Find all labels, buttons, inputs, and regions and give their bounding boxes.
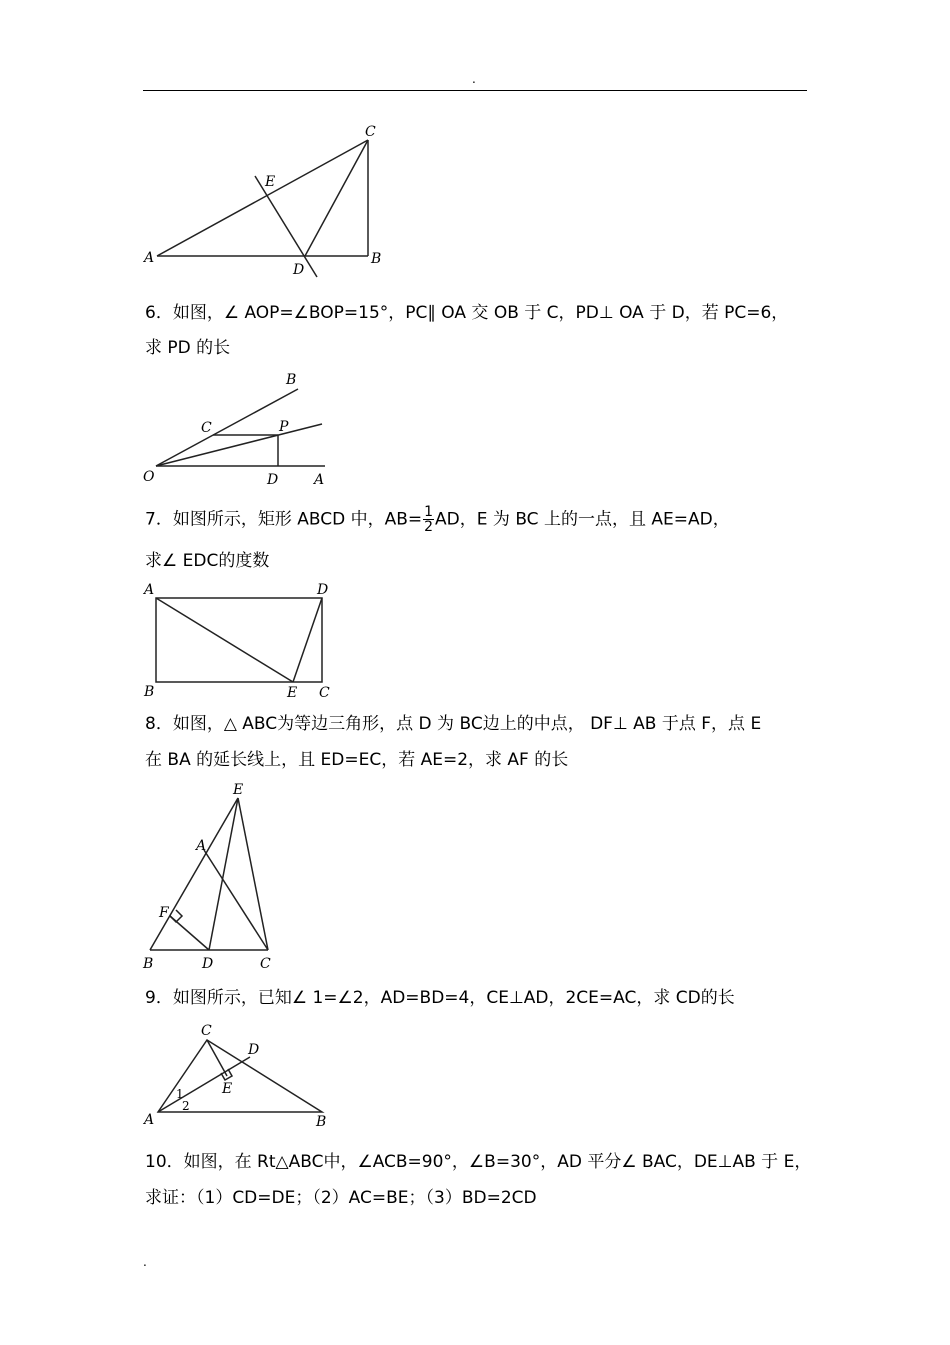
problem-7-text-post: AD，E 为 BC 上的一点，且 AE=AD，: [435, 509, 730, 530]
label-d: D: [293, 262, 305, 278]
segment-de: [293, 598, 322, 682]
ray-ob: [156, 389, 298, 466]
figure-problem-6: [140, 368, 340, 488]
problem-8-line-1: 8．如图，△ ABC为等边三角形，点 D 为 BC边上的中点， DF⊥ AB 于点 F，点 E: [145, 714, 762, 734]
label-e: E: [233, 782, 244, 798]
segment-be: [150, 798, 238, 950]
segment-ae: [156, 598, 293, 682]
figure-problem-5: [140, 120, 400, 280]
label-a: A: [144, 582, 155, 598]
figure-problem-9: [140, 1018, 340, 1133]
label-b: B: [286, 372, 297, 388]
label-a: A: [196, 838, 207, 854]
label-a: A: [144, 250, 155, 266]
label-b: B: [144, 684, 155, 700]
fraction-numerator: 1: [424, 504, 434, 520]
segment-ed: [209, 798, 238, 950]
fraction-one-half: [423, 505, 434, 534]
segment-ad: [158, 1057, 250, 1112]
label-c: C: [319, 685, 330, 701]
label-angle-2: 2: [182, 1099, 190, 1113]
label-b: B: [143, 956, 154, 972]
label-a: A: [144, 1112, 155, 1128]
problem-8-line-2: 在 BA 的延长线上，且 ED=EC，若 AE=2，求 AF 的长: [145, 750, 569, 770]
label-o: O: [143, 469, 155, 485]
problem-10-line-2: 求证：（1）CD=DE；（2）AC=BE；（3）BD=2CD: [145, 1188, 537, 1208]
label-d: D: [248, 1042, 260, 1058]
label-p: P: [279, 419, 289, 435]
perpendicular-bisector: [255, 176, 317, 277]
problem-10-line-1: 10．如图，在 Rt△ABC中，∠ACB=90°，∠B=30°，AD 平分∠ BAC，DE⊥AB 于 E，: [145, 1152, 812, 1172]
problem-9-line-1: 9．如图所示，已知∠ 1=∠2，AD=BD=4，CE⊥AD，2CE=AC，求 CD的长: [145, 988, 735, 1008]
label-a: A: [314, 472, 325, 488]
label-e: E: [287, 685, 298, 701]
ray-op: [156, 424, 322, 466]
label-c: C: [365, 124, 376, 140]
problem-7-text-pre: 7．如图所示，矩形 ABCD 中，AB=: [145, 509, 423, 530]
problem-6-line-2: 求 PD 的长: [145, 338, 231, 358]
label-d: D: [267, 472, 279, 488]
label-angle-1: 1: [176, 1087, 184, 1101]
header-rule: [143, 90, 807, 91]
footer-mark: .: [143, 1255, 147, 1269]
figure-problem-7: [140, 578, 340, 703]
figure-problem-8: [140, 780, 300, 975]
header-mark: .: [472, 72, 476, 86]
label-d: D: [202, 956, 214, 972]
label-f: F: [159, 905, 169, 921]
fraction-denominator: 2: [424, 519, 434, 535]
label-c: C: [260, 956, 271, 972]
problem-6-line-1: 6．如图，∠ AOP=∠BOP=15°，PC∥ OA 交 OB 于 C，PD⊥ OA 于 D，若 PC=6，: [145, 303, 789, 323]
problem-7-line-1: [145, 505, 730, 534]
label-e: E: [222, 1081, 233, 1097]
label-e: E: [265, 174, 276, 190]
label-b: B: [371, 251, 382, 267]
problem-7-line-2: 求∠ EDC的度数: [145, 551, 270, 571]
label-c: C: [201, 1023, 212, 1039]
label-d: D: [317, 582, 329, 598]
label-b: B: [316, 1114, 327, 1130]
label-c: C: [201, 420, 212, 436]
